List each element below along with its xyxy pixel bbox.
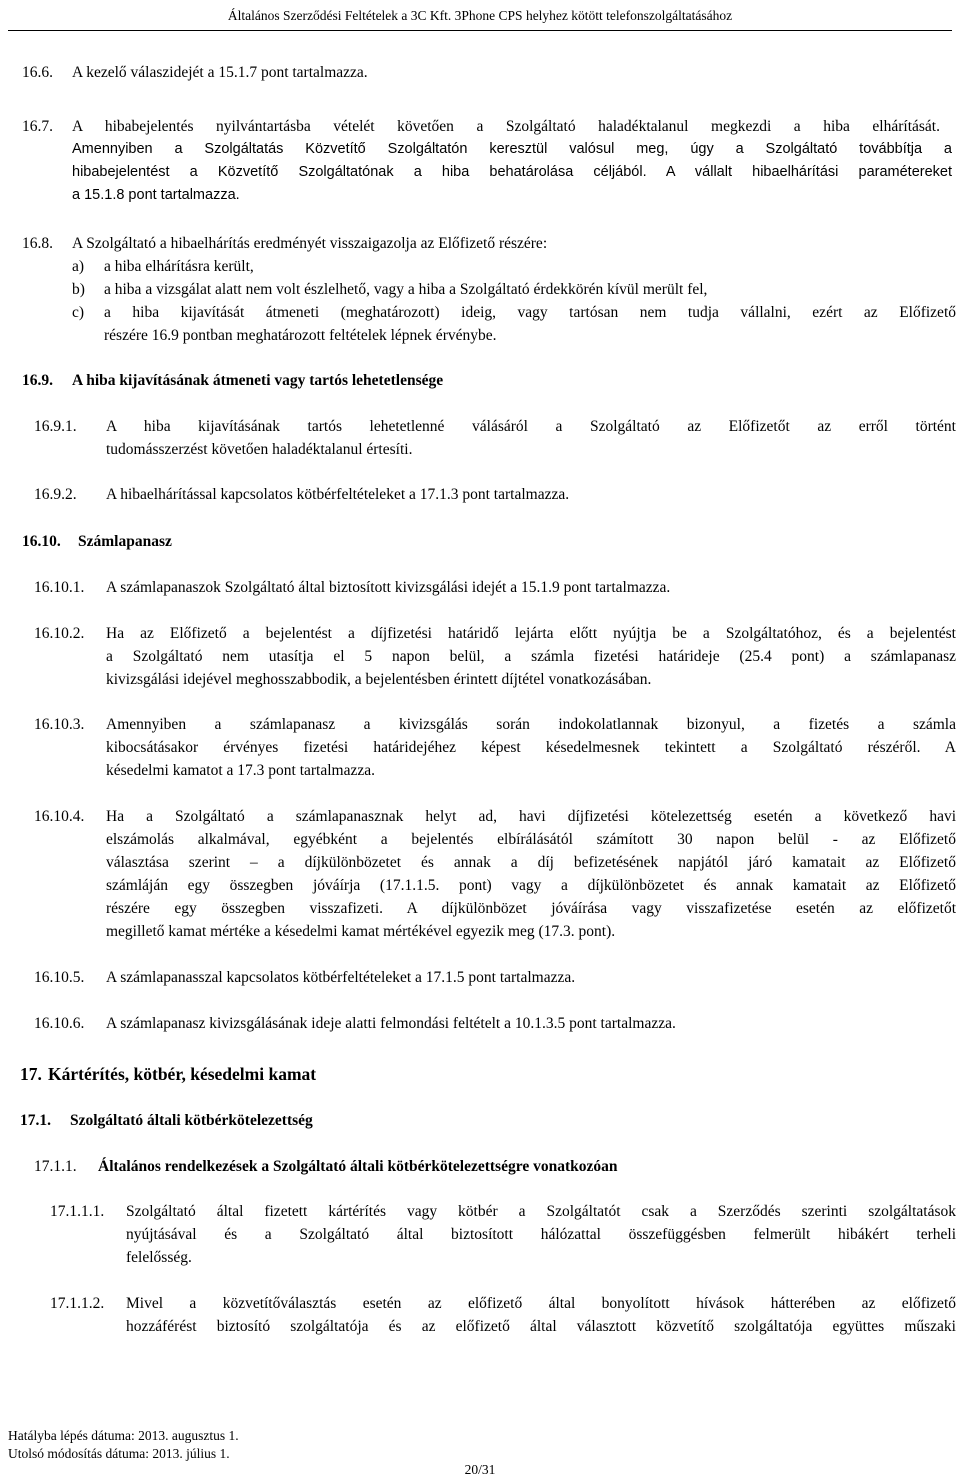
section-number: 16.10.5. (34, 969, 85, 986)
paragraph-line: Szolgáltató által fizetett kártérítés vagy kötbér a Szolgáltatót csak a Szerződés szerinti szolgáltatások (126, 1203, 956, 1220)
paragraph-line: részére egy összegben visszafizeti. A díjkülönbözet jóváírása vagy visszafizetése esetén az előfizetőt (106, 900, 956, 917)
header-rule (8, 30, 952, 31)
section-heading: A hiba kijavításának átmeneti vagy tartós lehetetlensége (72, 372, 444, 389)
section-number: 17.1.1. (34, 1158, 77, 1175)
section-number: 16.10.2. (34, 625, 85, 642)
section-number: 16.10.6. (34, 1015, 85, 1032)
list-item-text: a hiba kijavítását átmeneti (meghatározott) ideig, vagy tartósan nem tudja vállalni, ezért az Előfizető (104, 304, 956, 321)
section-heading: Általános rendelkezések a Szolgáltató általi kötbérkötelezettségre vonatkozóan (98, 1158, 618, 1175)
paragraph-line: Ha a Szolgáltató a számlapanasznak helyt ad, havi díjfizetési kötelezettség esetén a következő havi (106, 808, 956, 825)
paragraph-line: A hiba kijavításának tartós lehetetlenné válásáról a Szolgáltató az Előfizetőt az erről történt (106, 418, 956, 435)
paragraph-line: megillető kamat mértéke a késedelmi kamat mértékével egyezik meg (17.3. pont). (106, 923, 616, 940)
running-header: Általános Szerződési Feltételek a 3C Kft. 3Phone CPS helyhez kötött telefonszolgáltatásához (227, 8, 733, 23)
paragraph-line: választása szerint – a díjkülönbözetet és annak a díj befizetésének napjától járó kamatait az Előfizető (106, 854, 956, 871)
paragraph-line: hozzáférést biztosító szolgáltatója és az előfizető által választott közvetítő szolgáltatója együttes műszaki (126, 1318, 956, 1335)
page-number: 20/31 (464, 1462, 496, 1477)
paragraph-line: hibabejelentést a Közvetítő Szolgáltatónak a hiba behatárolása céljából. A vállalt hibaelhárítási paramétereket (72, 164, 952, 180)
paragraph-text: A számlapanasz kivizsgálásának ideje alatti felmondási feltételt a 10.1.3.5 pont tartalmazza. (106, 1015, 676, 1032)
paragraph-line: felelősség. (126, 1249, 192, 1266)
paragraph-line: nyújtásával és a Szolgáltató által biztosított hálózattal összefüggésben felmerült hibákért terheli (126, 1226, 956, 1243)
chapter-heading: Kártérítés, kötbér, késedelmi kamat (48, 1064, 317, 1084)
modified-date: Utolsó módosítás dátuma: 2013. július 1. (8, 1446, 230, 1461)
effective-date: Hatályba lépés dátuma: 2013. augusztus 1. (8, 1428, 239, 1443)
paragraph-line: A hibabejelentés nyilvántartásba vételét követően a Szolgáltató haladéktalanul megkezdi a hiba elhárítását. (72, 118, 940, 135)
chapter-number: 17. (20, 1064, 42, 1084)
paragraph-text: A Szolgáltató a hibaelhárítás eredményét visszaigazolja az Előfizető részére: (72, 235, 548, 252)
paragraph-line: Amennyiben a számlapanasz a kivizsgálás során indokolatlannak bizonyul, a fizetés a számla (106, 716, 956, 733)
section-number: 16.9.1. (34, 418, 77, 435)
section-number: 16.10. (22, 533, 61, 550)
paragraph-line: számláján egy összegben jóváírja (17.1.1.5. pont) vagy a díjkülönbözetet és annak kamatait az Előfizető (106, 877, 956, 894)
section-number: 17.1. (20, 1112, 51, 1129)
list-item-text: a hiba a vizsgálat alatt nem volt észlelhető, vagy a hiba a Szolgáltató érdekkörén kívül merült fel, (104, 281, 708, 298)
paragraph-text: A számlapanasszal kapcsolatos kötbérfeltételeket a 17.1.5 pont tartalmazza. (106, 969, 576, 986)
paragraph-text: A számlapanaszok Szolgáltató által biztosított kivizsgálási idejét a 15.1.9 pont tartalmazza. (106, 579, 671, 596)
section-number: 17.1.1.1. (50, 1203, 105, 1220)
paragraph-line: kibocsátásakor érvényes fizetési határidejéhez képest késedelmesnek tekintett a Szolgáltató részéről. A (106, 739, 956, 756)
section-number: 16.9. (22, 372, 53, 389)
paragraph-line: Mivel a közvetítőválasztás esetén az előfizető által bonyolított hívások hátterében az előfizető (126, 1295, 956, 1312)
paragraph-text: A hibaelhárítással kapcsolatos kötbérfeltételeket a 17.1.3 pont tartalmazza. (106, 486, 570, 503)
section-number: 16.8. (22, 235, 53, 252)
list-item-text: részére 16.9 pontban meghatározott feltételek lépnek érvénybe. (104, 327, 497, 344)
section-number: 16.10.4. (34, 808, 85, 825)
section-heading: Szolgáltató általi kötbérkötelezettség (70, 1112, 313, 1129)
paragraph-line: elszámolás alkalmával, egyébként a bejelentés elbírálásától számított 30 napon belül - az Előfizető (106, 831, 956, 848)
paragraph-text: A kezelő válaszidejét a 15.1.7 pont tartalmazza. (72, 64, 368, 81)
section-number: 16.10.1. (34, 579, 85, 596)
section-number: 16.6. (22, 64, 53, 81)
paragraph-line: kivizsgálási idejével meghosszabbodik, a bejelentésben érintett díjtétel vonatkozásában. (106, 671, 652, 688)
paragraph-line: Ha az Előfizető a bejelentést a díjfizetési határidő lejárta előtt nyújtja be a Szolgáltatóhoz, és a bejelentést (106, 625, 956, 642)
paragraph-line: késedelmi kamatot a 17.3 pont tartalmazza. (106, 762, 375, 779)
section-heading: Számlapanasz (78, 533, 172, 550)
section-number: 16.9.2. (34, 486, 77, 503)
paragraph-line: a 15.1.8 pont tartalmazza. (72, 187, 240, 203)
section-number: 16.10.3. (34, 716, 85, 733)
paragraph-line: Amennyiben a Szolgáltatás Közvetítő Szolgáltatón keresztül valósul meg, úgy a Szolgáltató továbbítja a (72, 141, 952, 157)
section-number: 17.1.1.2. (50, 1295, 105, 1312)
paragraph-line: tudomásszerzést követően haladéktalanul értesíti. (106, 441, 413, 458)
paragraph-line: a Szolgáltató nem utasítja el 5 napon belül, a számla fizetési határideje (25.4 pont) a számlapanasz (106, 648, 956, 665)
list-label: b) (72, 281, 85, 298)
list-label: a) (72, 258, 85, 275)
list-item-text: a hiba elhárításra került, (104, 258, 254, 275)
section-number: 16.7. (22, 118, 53, 135)
list-label: c) (72, 304, 85, 321)
